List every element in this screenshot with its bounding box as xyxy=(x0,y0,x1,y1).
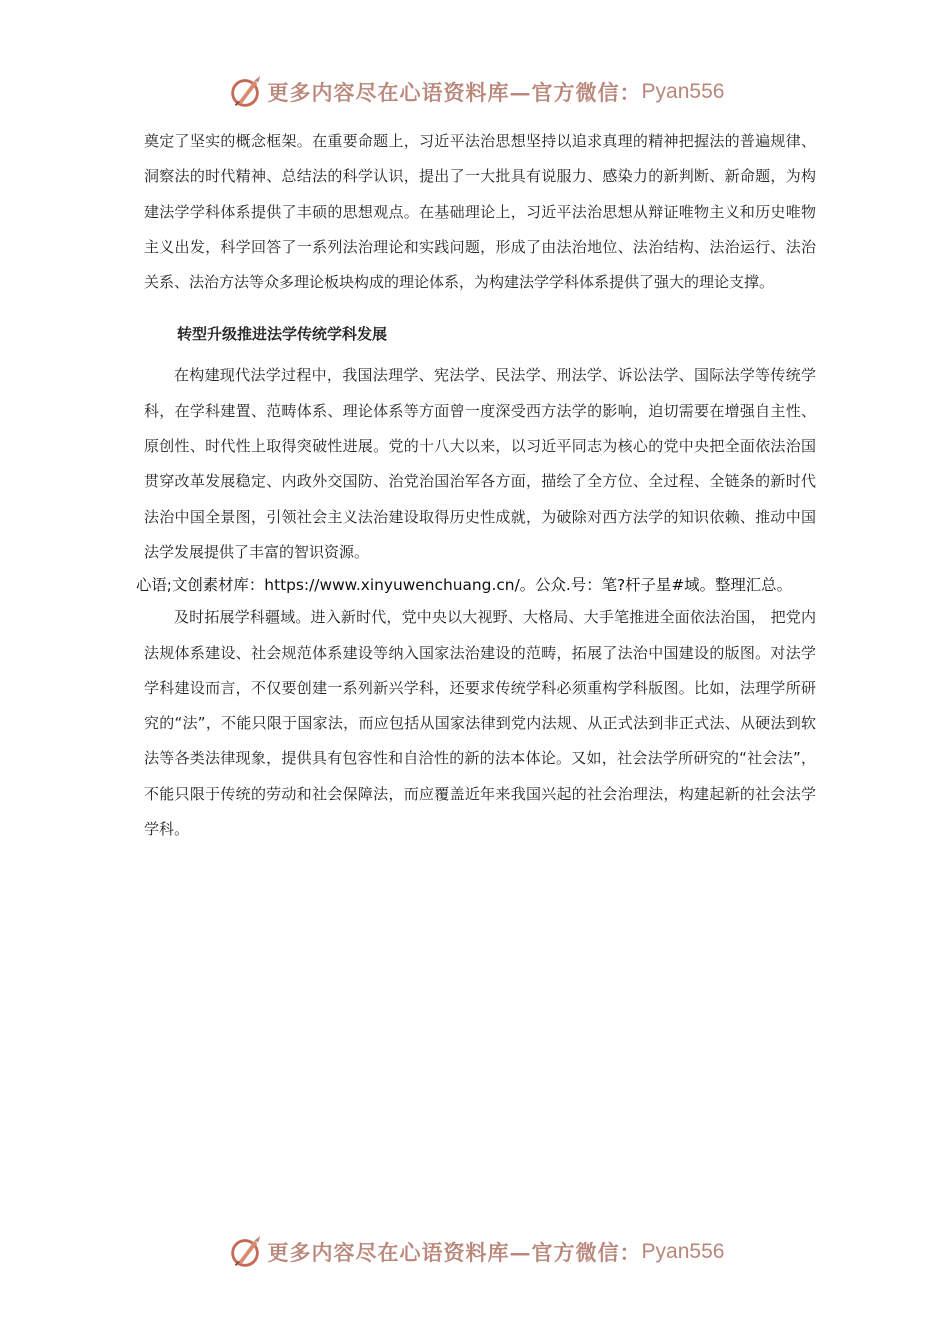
watermark-text: 更多内容尽在心语资料库—官方微信： xyxy=(267,1240,642,1265)
watermark-wechat-id: Pyan556 xyxy=(641,80,725,103)
header-watermark xyxy=(0,70,950,114)
section-heading: 转型升级推进法学传统学科发展 xyxy=(177,325,388,344)
source-watermark-line: 心语;文创素材库：https://www.xinyuwenchuang.cn/。公众.号：笔?杆子星#域。整理汇总。 xyxy=(136,576,792,595)
paragraph-2: 在构建现代法学过程中，我国法理学、宪法学、民法学、刑法学、诉讼法学、国际法学等传统学科，在学科建置、范畴体系、理论体系等方面曾一度深受西方法学的影响，迫切需要在增强自主性、原创性、时代性上取得突破性进展。党的十八大以来，以习近平同志为核心的党中央把全面依法治国贯穿改革发展稳定、内政外交国防、治党治国治军各方面，描绘了全方位、全过程、全链条的新时代法治中国全景图，引领社会主义法治建设取得历史性成就，为破除对西方法学的知识依赖、推动中国法学发展提供了丰富的智识资源。 xyxy=(144,366,816,561)
quill-pen-logo-icon xyxy=(226,73,264,111)
footer-watermark xyxy=(0,1230,950,1274)
quill-pen-logo-icon xyxy=(226,1233,264,1271)
article-body xyxy=(136,124,816,847)
watermark-text: 更多内容尽在心语资料库—官方微信： xyxy=(267,80,642,105)
paragraph-3: 及时拓展学科疆域。进入新时代，党中央以大视野、大格局、大手笔推进全面依法治国， 把党内法规体系建设、社会规范体系建设等纳入国家法治建设的范畴，拓展了法治中国建设的版图。对法学学科建设而言，不仅要创建一系列新兴学科，还要求传统学科必须重构学科版图。比如，法理学所研究的“法”，不能只限于国家法，而应包括从国家法律到党内法规、从正式法到非正式法、从硬法到软法等各类法律现象，提供具有包容性和自洽性的新的法本体论。又如，社会法学所研究的“社会法”，不能只限于传统的劳动和社会保障法，而应覆盖近年来我国兴起的社会治理法，构建起新的社会法学学科。 xyxy=(144,608,816,839)
paragraph-1: 奠定了坚实的概念框架。在重要命题上，习近平法治思想坚持以追求真理的精神把握法的普遍规律、洞察法的时代精神、总结法的科学认识，提出了一大批具有说服力、感染力的新判断、新命题，为构建法学学科体系提供了丰硕的思想观点。在基础理论上，习近平法治思想从辩证唯物主义和历史唯物主义出发，科学回答了一系列法治理论和实践问题，形成了由法治地位、法治结构、法治运行、法治关系、法治方法等众多理论板块构成的理论体系，为构建法学学科体系提供了强大的理论支撑。 xyxy=(144,132,816,292)
watermark-wechat-id: Pyan556 xyxy=(641,1240,725,1263)
